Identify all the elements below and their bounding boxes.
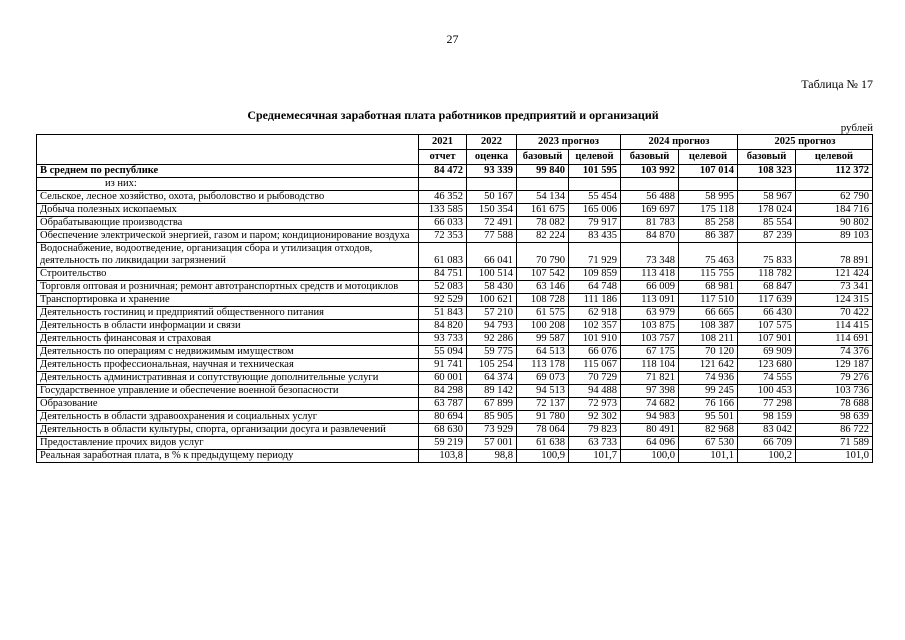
row-value: 103 992	[621, 165, 679, 178]
row-value: 118 782	[738, 268, 796, 281]
row-value: 121 424	[796, 268, 873, 281]
row-value: 86 722	[796, 424, 873, 437]
row-value: 107 014	[679, 165, 738, 178]
row-name: Образование	[37, 398, 419, 411]
row-value: 50 167	[467, 191, 517, 204]
row-name: Предоставление прочих видов услуг	[37, 437, 419, 450]
row-value: 77 588	[467, 230, 517, 243]
row-value: 83 042	[738, 424, 796, 437]
row-value: 114 415	[796, 320, 873, 333]
row-value: 100 621	[467, 294, 517, 307]
row-value: 94 983	[621, 411, 679, 424]
row-value: 66 033	[419, 217, 467, 230]
row-name: Деятельность в области информации и связи	[37, 320, 419, 333]
table-row	[37, 191, 873, 204]
table-row-average	[37, 165, 873, 178]
table-title: Среднемесячная заработная плата работников предприятий и организаций	[247, 108, 659, 122]
row-value: 58 995	[679, 191, 738, 204]
row-value: 123 680	[738, 359, 796, 372]
row-value: 80 491	[621, 424, 679, 437]
table-row	[37, 243, 873, 268]
row-value: 73 341	[796, 281, 873, 294]
row-value: 108 728	[517, 294, 569, 307]
row-value: 79 917	[569, 217, 621, 230]
row-value: 118 104	[621, 359, 679, 372]
row-name: Водоснабжение, водоотведение, организация сбора и утилизация отходов, деятельность по ликвидации загрязнений	[37, 243, 419, 268]
row-value: 85 258	[679, 217, 738, 230]
header-2025: 2025 прогноз	[738, 135, 873, 150]
row-value: 72 491	[467, 217, 517, 230]
row-value: 93 733	[419, 333, 467, 346]
row-value: 94 488	[569, 385, 621, 398]
row-value: 79 823	[569, 424, 621, 437]
row-value: 113 418	[621, 268, 679, 281]
row-value: 76 166	[679, 398, 738, 411]
row-value: 86 387	[679, 230, 738, 243]
row-value: 66 709	[738, 437, 796, 450]
table-row	[37, 346, 873, 359]
table-row	[37, 230, 873, 243]
row-value: 100 208	[517, 320, 569, 333]
row-value: 114 691	[796, 333, 873, 346]
row-name: Сельское, лесное хозяйство, охота, рыболовство и рыбоводство	[37, 191, 419, 204]
row-value: 84 298	[419, 385, 467, 398]
row-name: Транспортировка и хранение	[37, 294, 419, 307]
row-value: 82 224	[517, 230, 569, 243]
row-value: 74 376	[796, 346, 873, 359]
salary-table	[36, 134, 873, 463]
row-name: Добыча полезных ископаемых	[37, 204, 419, 217]
row-value: 93 339	[467, 165, 517, 178]
row-name: В среднем по республике	[37, 165, 419, 178]
row-value: 105 254	[467, 359, 517, 372]
table-row	[37, 385, 873, 398]
row-value: 57 210	[467, 307, 517, 320]
row-value: 92 286	[467, 333, 517, 346]
row-value: 55 454	[569, 191, 621, 204]
row-value: 58 430	[467, 281, 517, 294]
row-value: 98 159	[738, 411, 796, 424]
header-sub-2021: отчет	[419, 150, 467, 165]
row-value: 67 899	[467, 398, 517, 411]
header-2024: 2024 прогноз	[621, 135, 738, 150]
row-value: 84 820	[419, 320, 467, 333]
row-value: 66 430	[738, 307, 796, 320]
row-value: 64 096	[621, 437, 679, 450]
row-value: 112 372	[796, 165, 873, 178]
header-row-sub	[37, 150, 873, 165]
row-value: 94 793	[467, 320, 517, 333]
row-value: 161 675	[517, 204, 569, 217]
row-value: 100 514	[467, 268, 517, 281]
row-name: Деятельность в области культуры, спорта, организации досуга и развлечений	[37, 424, 419, 437]
row-name: из них:	[37, 178, 419, 191]
row-value: 103 736	[796, 385, 873, 398]
row-value: 101 595	[569, 165, 621, 178]
row-value: 99 840	[517, 165, 569, 178]
table-row-iz-nih	[37, 178, 873, 191]
header-row-years	[37, 135, 873, 150]
table-row	[37, 217, 873, 230]
row-value: 91 741	[419, 359, 467, 372]
row-name: Обеспечение электрической энергией, газом и паром; кондиционирование воздуха	[37, 230, 419, 243]
row-value: 79 276	[796, 372, 873, 385]
row-value: 63 146	[517, 281, 569, 294]
row-name: Деятельность по операциям с недвижимым имуществом	[37, 346, 419, 359]
row-value: 69 073	[517, 372, 569, 385]
table-row	[37, 320, 873, 333]
row-value: 91 780	[517, 411, 569, 424]
row-value: 83 435	[569, 230, 621, 243]
row-value: 184 716	[796, 204, 873, 217]
row-value: 101,7	[569, 450, 621, 463]
row-value: 78 064	[517, 424, 569, 437]
row-value: 71 589	[796, 437, 873, 450]
row-value: 71 821	[621, 372, 679, 385]
header-2021: 2021	[419, 135, 467, 150]
row-value: 67 530	[679, 437, 738, 450]
row-value: 59 219	[419, 437, 467, 450]
row-name: Деятельность в области здравоохранения и социальных услуг	[37, 411, 419, 424]
row-name: Деятельность гостиниц и предприятий общественного питания	[37, 307, 419, 320]
table-row	[37, 450, 873, 463]
row-value: 78 688	[796, 398, 873, 411]
row-value: 66 665	[679, 307, 738, 320]
row-value: 107 901	[738, 333, 796, 346]
row-value: 107 575	[738, 320, 796, 333]
row-name: Деятельность финансовая и страховая	[37, 333, 419, 346]
row-value: 57 001	[467, 437, 517, 450]
row-value: 68 981	[679, 281, 738, 294]
table-row	[37, 437, 873, 450]
row-value: 80 694	[419, 411, 467, 424]
row-value: 92 302	[569, 411, 621, 424]
row-value: 78 082	[517, 217, 569, 230]
header-2024-target: целевой	[679, 150, 738, 165]
header-blank-2	[37, 150, 419, 165]
row-value: 72 353	[419, 230, 467, 243]
row-value: 69 909	[738, 346, 796, 359]
row-value: 72 137	[517, 398, 569, 411]
row-value: 115 067	[569, 359, 621, 372]
row-value: 103 757	[621, 333, 679, 346]
row-value: 124 315	[796, 294, 873, 307]
row-name: Деятельность профессиональная, научная и техническая	[37, 359, 419, 372]
row-value: 101,0	[796, 450, 873, 463]
row-value: 121 642	[679, 359, 738, 372]
row-value: 92 529	[419, 294, 467, 307]
row-value: 75 463	[679, 243, 738, 268]
row-name: Торговля оптовая и розничная; ремонт автотранспортных средств и мотоциклов	[37, 281, 419, 294]
row-value: 46 352	[419, 191, 467, 204]
row-value: 63 787	[419, 398, 467, 411]
header-sub-2022: оценка	[467, 150, 517, 165]
row-value: 108 323	[738, 165, 796, 178]
row-value: 95 501	[679, 411, 738, 424]
row-value: 74 936	[679, 372, 738, 385]
row-value: 70 790	[517, 243, 569, 268]
row-value: 82 968	[679, 424, 738, 437]
row-value: 66 041	[467, 243, 517, 268]
row-value: 70 422	[796, 307, 873, 320]
header-2022: 2022	[467, 135, 517, 150]
row-value: 108 211	[679, 333, 738, 346]
header-2023-base: базовый	[517, 150, 569, 165]
row-value: 117 510	[679, 294, 738, 307]
row-value: 61 638	[517, 437, 569, 450]
row-value: 67 175	[621, 346, 679, 359]
row-value: 63 979	[621, 307, 679, 320]
row-value: 84 472	[419, 165, 467, 178]
header-2024-base: базовый	[621, 150, 679, 165]
units-label: рублей	[840, 122, 873, 134]
row-value: 87 239	[738, 230, 796, 243]
row-value: 56 488	[621, 191, 679, 204]
row-value: 100 453	[738, 385, 796, 398]
row-value: 78 891	[796, 243, 873, 268]
row-name: Строительство	[37, 268, 419, 281]
row-value: 61 083	[419, 243, 467, 268]
row-value: 89 103	[796, 230, 873, 243]
row-name: Реальная заработная плата, в % к предыдущему периоду	[37, 450, 419, 463]
table-row	[37, 307, 873, 320]
header-blank	[37, 135, 419, 150]
row-name: Деятельность административная и сопутствующие дополнительные услуги	[37, 372, 419, 385]
row-value: 55 094	[419, 346, 467, 359]
row-value: 113 178	[517, 359, 569, 372]
row-value: 103 875	[621, 320, 679, 333]
row-value: 85 905	[467, 411, 517, 424]
row-value: 150 354	[467, 204, 517, 217]
row-value: 108 387	[679, 320, 738, 333]
row-value: 85 554	[738, 217, 796, 230]
row-value: 99 245	[679, 385, 738, 398]
row-value: 100,2	[738, 450, 796, 463]
row-value: 64 513	[517, 346, 569, 359]
row-value: 63 733	[569, 437, 621, 450]
row-value: 54 134	[517, 191, 569, 204]
row-value: 97 398	[621, 385, 679, 398]
table-row	[37, 372, 873, 385]
header-2023: 2023 прогноз	[517, 135, 621, 150]
table-row	[37, 359, 873, 372]
row-value: 70 729	[569, 372, 621, 385]
page-number: 27	[446, 32, 459, 46]
row-value: 84 870	[621, 230, 679, 243]
row-value: 68 630	[419, 424, 467, 437]
table-row	[37, 411, 873, 424]
row-value: 165 006	[569, 204, 621, 217]
row-value: 73 348	[621, 243, 679, 268]
row-value: 111 186	[569, 294, 621, 307]
table-row	[37, 294, 873, 307]
row-value: 169 697	[621, 204, 679, 217]
row-value: 113 091	[621, 294, 679, 307]
row-value: 64 748	[569, 281, 621, 294]
row-value: 84 751	[419, 268, 467, 281]
row-value: 100,9	[517, 450, 569, 463]
row-value: 60 001	[419, 372, 467, 385]
row-value: 98,8	[467, 450, 517, 463]
row-value: 51 843	[419, 307, 467, 320]
row-value: 129 187	[796, 359, 873, 372]
row-value: 62 918	[569, 307, 621, 320]
row-value: 62 790	[796, 191, 873, 204]
row-value: 99 587	[517, 333, 569, 346]
row-value: 66 009	[621, 281, 679, 294]
row-value: 100,0	[621, 450, 679, 463]
row-value: 71 929	[569, 243, 621, 268]
table-row	[37, 204, 873, 217]
table-row	[37, 268, 873, 281]
header-2023-target: целевой	[569, 150, 621, 165]
row-value: 115 755	[679, 268, 738, 281]
table-row	[37, 333, 873, 346]
row-value: 66 076	[569, 346, 621, 359]
row-value: 101 910	[569, 333, 621, 346]
row-value: 89 142	[467, 385, 517, 398]
row-value: 117 639	[738, 294, 796, 307]
header-2025-base: базовый	[738, 150, 796, 165]
row-value: 107 542	[517, 268, 569, 281]
row-value: 64 374	[467, 372, 517, 385]
row-value: 102 357	[569, 320, 621, 333]
row-value: 103,8	[419, 450, 467, 463]
row-name: Государственное управление и обеспечение военной безопасности	[37, 385, 419, 398]
row-value: 74 555	[738, 372, 796, 385]
row-value: 59 775	[467, 346, 517, 359]
row-value: 175 118	[679, 204, 738, 217]
row-value: 109 859	[569, 268, 621, 281]
row-value: 52 083	[419, 281, 467, 294]
row-value: 81 783	[621, 217, 679, 230]
header-2025-target: целевой	[796, 150, 873, 165]
row-value: 58 967	[738, 191, 796, 204]
row-value: 101,1	[679, 450, 738, 463]
row-value: 98 639	[796, 411, 873, 424]
row-value: 61 575	[517, 307, 569, 320]
row-value: 90 802	[796, 217, 873, 230]
table-row	[37, 281, 873, 294]
row-value: 72 973	[569, 398, 621, 411]
row-value: 74 682	[621, 398, 679, 411]
table-row	[37, 398, 873, 411]
row-value: 94 513	[517, 385, 569, 398]
row-value: 68 847	[738, 281, 796, 294]
row-name: Обрабатывающие производства	[37, 217, 419, 230]
row-value: 75 833	[738, 243, 796, 268]
row-value: 178 024	[738, 204, 796, 217]
row-value: 73 929	[467, 424, 517, 437]
row-value: 70 120	[679, 346, 738, 359]
table-row	[37, 424, 873, 437]
row-value: 133 585	[419, 204, 467, 217]
row-value: 77 298	[738, 398, 796, 411]
table-label: Таблица № 17	[801, 77, 873, 91]
